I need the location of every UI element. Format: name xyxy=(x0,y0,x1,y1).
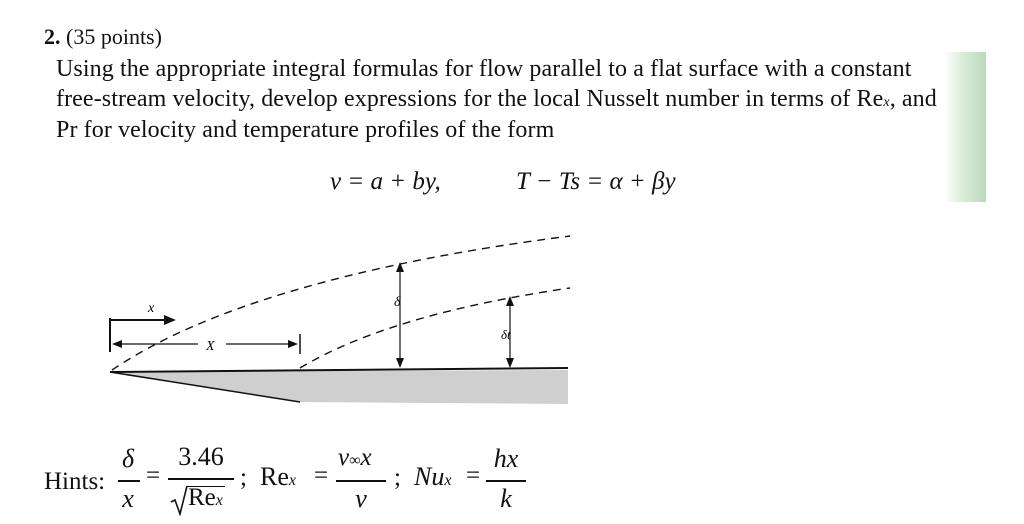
eq1-rhs-den-re: Re xyxy=(188,484,216,511)
problem-text-line-2 xyxy=(56,86,937,113)
eq1-rhs-denominator xyxy=(188,484,223,512)
hints-label: Hints: xyxy=(44,468,106,495)
problem-header xyxy=(44,24,162,50)
eq3-numerator: hx xyxy=(493,444,519,473)
eq1-rhs-fraction-bar xyxy=(168,478,234,480)
delta-label: δ xyxy=(394,295,401,310)
eq3-fraction-bar xyxy=(486,480,526,482)
re-subscript: x xyxy=(883,95,890,110)
problem-text-line-3: Pr for velocity and temperature profiles of the form xyxy=(56,117,555,143)
problem-text-line-2-tail: , xyxy=(889,86,902,112)
plate-shading xyxy=(110,370,568,404)
eq3-lhs-sub: x xyxy=(444,472,452,489)
problem-text-line-2-main: free-stream velocity, develop expressions for the local Nusselt number in terms of Re xyxy=(56,86,884,112)
eq3-denominator: k xyxy=(500,484,512,513)
eq2-lhs-sub: x xyxy=(288,472,296,489)
delta-t-arrowhead-bottom xyxy=(506,358,514,368)
eq2-denominator: ν xyxy=(355,484,367,513)
problem-points: (35 points) xyxy=(66,24,162,49)
delta-arrowhead-bottom xyxy=(396,358,404,368)
separator-1: ; xyxy=(240,464,247,491)
velocity-boundary-layer xyxy=(112,236,570,370)
X-label: X xyxy=(206,339,215,354)
scan-shadow xyxy=(944,52,986,202)
eq2-lhs xyxy=(260,462,296,492)
velocity-profile: v = a + by, xyxy=(330,168,441,195)
eq2-lhs-re: Re xyxy=(260,462,289,491)
eq3-equals: = xyxy=(466,462,481,489)
eq1-equals: = xyxy=(146,462,161,489)
eq2-num-x: x xyxy=(360,444,372,471)
eq1-numerator: δ xyxy=(121,444,135,473)
separator-2: ; xyxy=(394,464,401,491)
boundary-layer-diagram xyxy=(100,222,580,412)
eq1-rhs-numerator: 3.46 xyxy=(178,442,224,471)
eq2-fraction-bar xyxy=(336,480,386,482)
eq1-denominator: x xyxy=(122,484,134,513)
eq3-lhs xyxy=(414,462,451,492)
eq2-equals: = xyxy=(314,462,329,489)
eq2-num-sub: ∞ xyxy=(349,452,361,469)
eq3-lhs-nu: Nu xyxy=(414,462,445,491)
x-arrowhead xyxy=(164,315,176,325)
delta-t-label: δt xyxy=(501,327,511,342)
problem-number: 2. xyxy=(44,24,61,49)
eq1-fraction-bar xyxy=(118,480,140,482)
X-arrowhead-left xyxy=(112,340,122,348)
thermal-boundary-layer xyxy=(300,288,570,368)
eq2-num-v: v xyxy=(338,444,350,471)
problem-text-line-2-and: and xyxy=(901,86,937,112)
x-label: x xyxy=(148,301,155,316)
X-arrowhead-right xyxy=(288,340,298,348)
eq1-rhs-den-sub: x xyxy=(215,492,223,509)
sqrt-sign-icon xyxy=(170,484,188,516)
problem-text-line-1: Using the appropriate integral formulas for flow parallel to a flat surface with a constant xyxy=(56,56,912,82)
eq2-numerator xyxy=(338,444,372,472)
temperature-profile: T − Ts = α + βy xyxy=(516,168,676,195)
